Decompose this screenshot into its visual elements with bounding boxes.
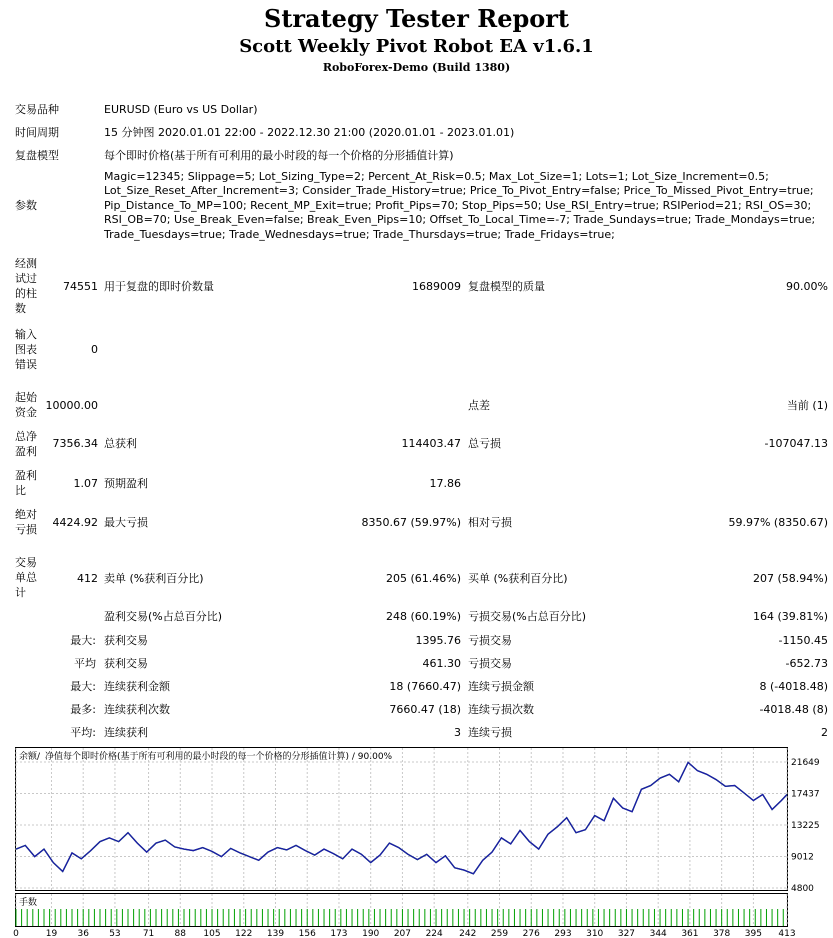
grossloss-value: -107047.13	[764, 437, 828, 450]
reldd-label: 相对亏损	[468, 516, 512, 529]
legend-sep: /	[37, 752, 41, 762]
avg2-label: 平均:	[70, 726, 96, 739]
x-tick-label: 36	[77, 929, 89, 938]
cons-win-cnt-value: 7660.47 (18)	[389, 703, 461, 716]
grossloss-label: 总亏损	[468, 437, 501, 450]
cons-loss-amt-label: 连续亏损金额	[468, 680, 534, 693]
absdd-label: 绝对亏损	[15, 508, 37, 536]
expert-name: Scott Weekly Pivot Robot EA v1.6.1	[239, 36, 594, 57]
x-tick-label: 242	[459, 929, 477, 938]
largest-loss-value: -1150.45	[778, 634, 828, 647]
cons-loss-amt-value: 8 (-4018.48)	[759, 680, 828, 693]
quality-value: 90.00%	[786, 280, 828, 293]
y-axis-ticks	[791, 758, 820, 894]
avg-cons-loss-label: 连续亏损	[468, 726, 512, 739]
cons-loss-cnt-value: -4018.48 (8)	[759, 703, 828, 716]
largest-win-label: 获利交易	[104, 634, 148, 647]
pf-value: 1.07	[73, 477, 98, 490]
long-label: 买单 (%获利百分比)	[468, 572, 568, 585]
trades-label: 交易单总计	[15, 556, 37, 599]
chart-plot-frame	[16, 748, 788, 891]
period-label: 时间周期	[15, 126, 59, 139]
x-tick-label: 293	[554, 929, 572, 938]
x-tick-label: 19	[45, 929, 58, 938]
profit-trades-value: 248 (60.19%)	[385, 610, 461, 623]
period-value: 15 分钟图 2020.01.01 22:00 - 2022.12.30 21:00 (2020.01.01 - 2023.01.01)	[104, 126, 515, 139]
x-tick-label: 378	[713, 929, 731, 938]
x-axis-ticks	[13, 929, 795, 938]
cons-win-cnt-label: 连续获利次数	[104, 703, 170, 716]
x-tick-label: 327	[617, 929, 636, 938]
largest-win-value: 1395.76	[415, 634, 461, 647]
x-tick-label: 173	[330, 929, 348, 938]
x-tick-label: 413	[778, 929, 796, 938]
x-tick-label: 53	[109, 929, 121, 938]
y-tick-label: 4800	[791, 884, 814, 894]
grossprofit-label: 总获利	[104, 437, 137, 450]
pf-label: 盈利比	[15, 469, 37, 497]
avg-cons-win-label: 连续获利	[104, 726, 148, 739]
loss-trades-value: 164 (39.81%)	[752, 610, 828, 623]
x-tick-label: 190	[362, 929, 380, 938]
spread-value: 当前 (1)	[786, 399, 828, 412]
report-title: Strategy Tester Report	[263, 4, 570, 33]
maxdd-label: 最大亏损	[104, 516, 148, 529]
trades-value: 412	[77, 572, 98, 585]
long-value: 207 (58.94%)	[752, 572, 828, 585]
absdd-value: 4424.92	[52, 516, 98, 529]
x-tick-label: 276	[522, 929, 540, 938]
x-tick-label: 0	[13, 929, 19, 938]
max2-label: 最大:	[70, 680, 96, 693]
bars-value: 74551	[63, 280, 98, 293]
y-tick-label: 17437	[791, 789, 820, 800]
x-tick-label: 207	[393, 929, 412, 938]
profit-trades-label: 盈利交易(%占总百分比)	[104, 610, 223, 623]
params-label: 参数	[15, 199, 37, 212]
x-tick-label: 105	[203, 929, 221, 938]
symbol-value: EURUSD (Euro vs US Dollar)	[104, 103, 258, 116]
avg-cons-win-value: 3	[454, 726, 461, 739]
loss-trades-label: 亏损交易(%占总百分比)	[468, 610, 587, 623]
x-tick-label: 259	[490, 929, 509, 938]
maxdd-value: 8350.67 (59.97%)	[361, 516, 461, 529]
lot-label: 手数	[19, 898, 38, 908]
max-label: 最大:	[70, 634, 96, 647]
largest-loss-label: 亏损交易	[468, 634, 512, 647]
avg-win-label: 获利交易	[104, 657, 148, 670]
avg-label: 平均	[74, 657, 96, 670]
errors-label: 输入图表错误	[15, 328, 37, 371]
bars-label: 经测试过的柱数	[15, 257, 37, 315]
model-label: 复盘模型	[15, 149, 59, 162]
x-tick-label: 361	[681, 929, 699, 938]
spread-label: 点差	[468, 399, 490, 412]
cons-win-amt-label: 连续获利金额	[104, 680, 170, 693]
most-label: 最多:	[70, 703, 96, 716]
y-tick-label: 9012	[791, 852, 814, 863]
x-tick-label: 139	[266, 929, 285, 938]
ticks-label: 用于复盘的即时价数量	[104, 280, 214, 293]
avg-loss-label: 亏损交易	[468, 657, 512, 670]
y-tick-label: 21649	[791, 758, 820, 768]
x-tick-label: 310	[586, 929, 604, 938]
cons-loss-cnt-label: 连续亏损次数	[468, 703, 534, 716]
legend-equity: 净值	[45, 752, 64, 762]
x-tick-label: 224	[425, 929, 443, 938]
deposit-label: 起始资金	[15, 391, 37, 419]
x-tick-label: 344	[649, 929, 667, 938]
params-value: Magic=12345; Slippage=5; Lot_Sizing_Type=2; Percent_At_Risk=0.5; Max_Lot_Size=1; Lots=1; Lot_Size_Increment=0.5; Lot_Size_Reset_After_Increment=3; Consider_Trade_History=true; Price_To_Pivot_Entry=false; Price_To_Missed_Pivot_Entry=true; Pip_Distance_To_MP=100; Recent_MP_Exit=true; Profit_Pips=70; Stop_Pips=50; Use_RSI_Entry=true; RSIPeriod=21; RSI_OS=30; RSI_OB=70; Use_Break_Even=false; Break_Even_Pips=10; Offset_To_Local_Time=-7; Trade_Sundays=true; Trade_Mondays=true; Trade_Tuesdays=true; Trade_Wednesdays=true; Trade_Thursdays=true; Trade_Fridays=true;	[104, 170, 816, 241]
errors-value: 0	[91, 343, 98, 356]
avg-loss-value: -652.73	[785, 657, 828, 670]
quality-label: 复盘模型的质量	[468, 280, 545, 293]
server-build: RoboForex-Demo (Build 1380)	[322, 61, 511, 74]
short-label: 卖单 (%获利百分比)	[104, 572, 204, 585]
reldd-value: 59.97% (8350.67)	[728, 516, 828, 529]
grossprofit-value: 114403.47	[401, 437, 461, 450]
x-tick-label: 71	[142, 929, 155, 938]
legend-rest: 每个即时价格(基于所有可利用的最小时段的每一个价格的分形插值计算) / 90.00%	[63, 752, 393, 762]
x-tick-label: 88	[174, 929, 187, 938]
ticks-value: 1689009	[412, 280, 461, 293]
y-tick-label: 13225	[791, 820, 820, 831]
avg-cons-loss-value: 2	[821, 726, 828, 739]
deposit-value: 10000.00	[45, 399, 98, 412]
model-value: 每个即时价格(基于所有可利用的最小时段的每一个价格的分形插值计算)	[104, 149, 454, 162]
netprofit-value: 7356.34	[52, 437, 98, 450]
x-tick-label: 395	[744, 929, 762, 938]
balance-chart	[15, 747, 827, 936]
cons-win-amt-value: 18 (7660.47)	[389, 680, 461, 693]
netprofit-label: 总净盈利	[15, 430, 37, 458]
legend-balance: 余额	[19, 752, 38, 762]
x-tick-label: 156	[298, 929, 316, 938]
x-tick-label: 122	[235, 929, 253, 938]
expected-label: 预期盈利	[104, 477, 148, 490]
expected-value: 17.86	[429, 477, 461, 490]
avg-win-value: 461.30	[422, 657, 461, 670]
symbol-label: 交易品种	[15, 103, 59, 116]
short-value: 205 (61.46%)	[385, 572, 461, 585]
